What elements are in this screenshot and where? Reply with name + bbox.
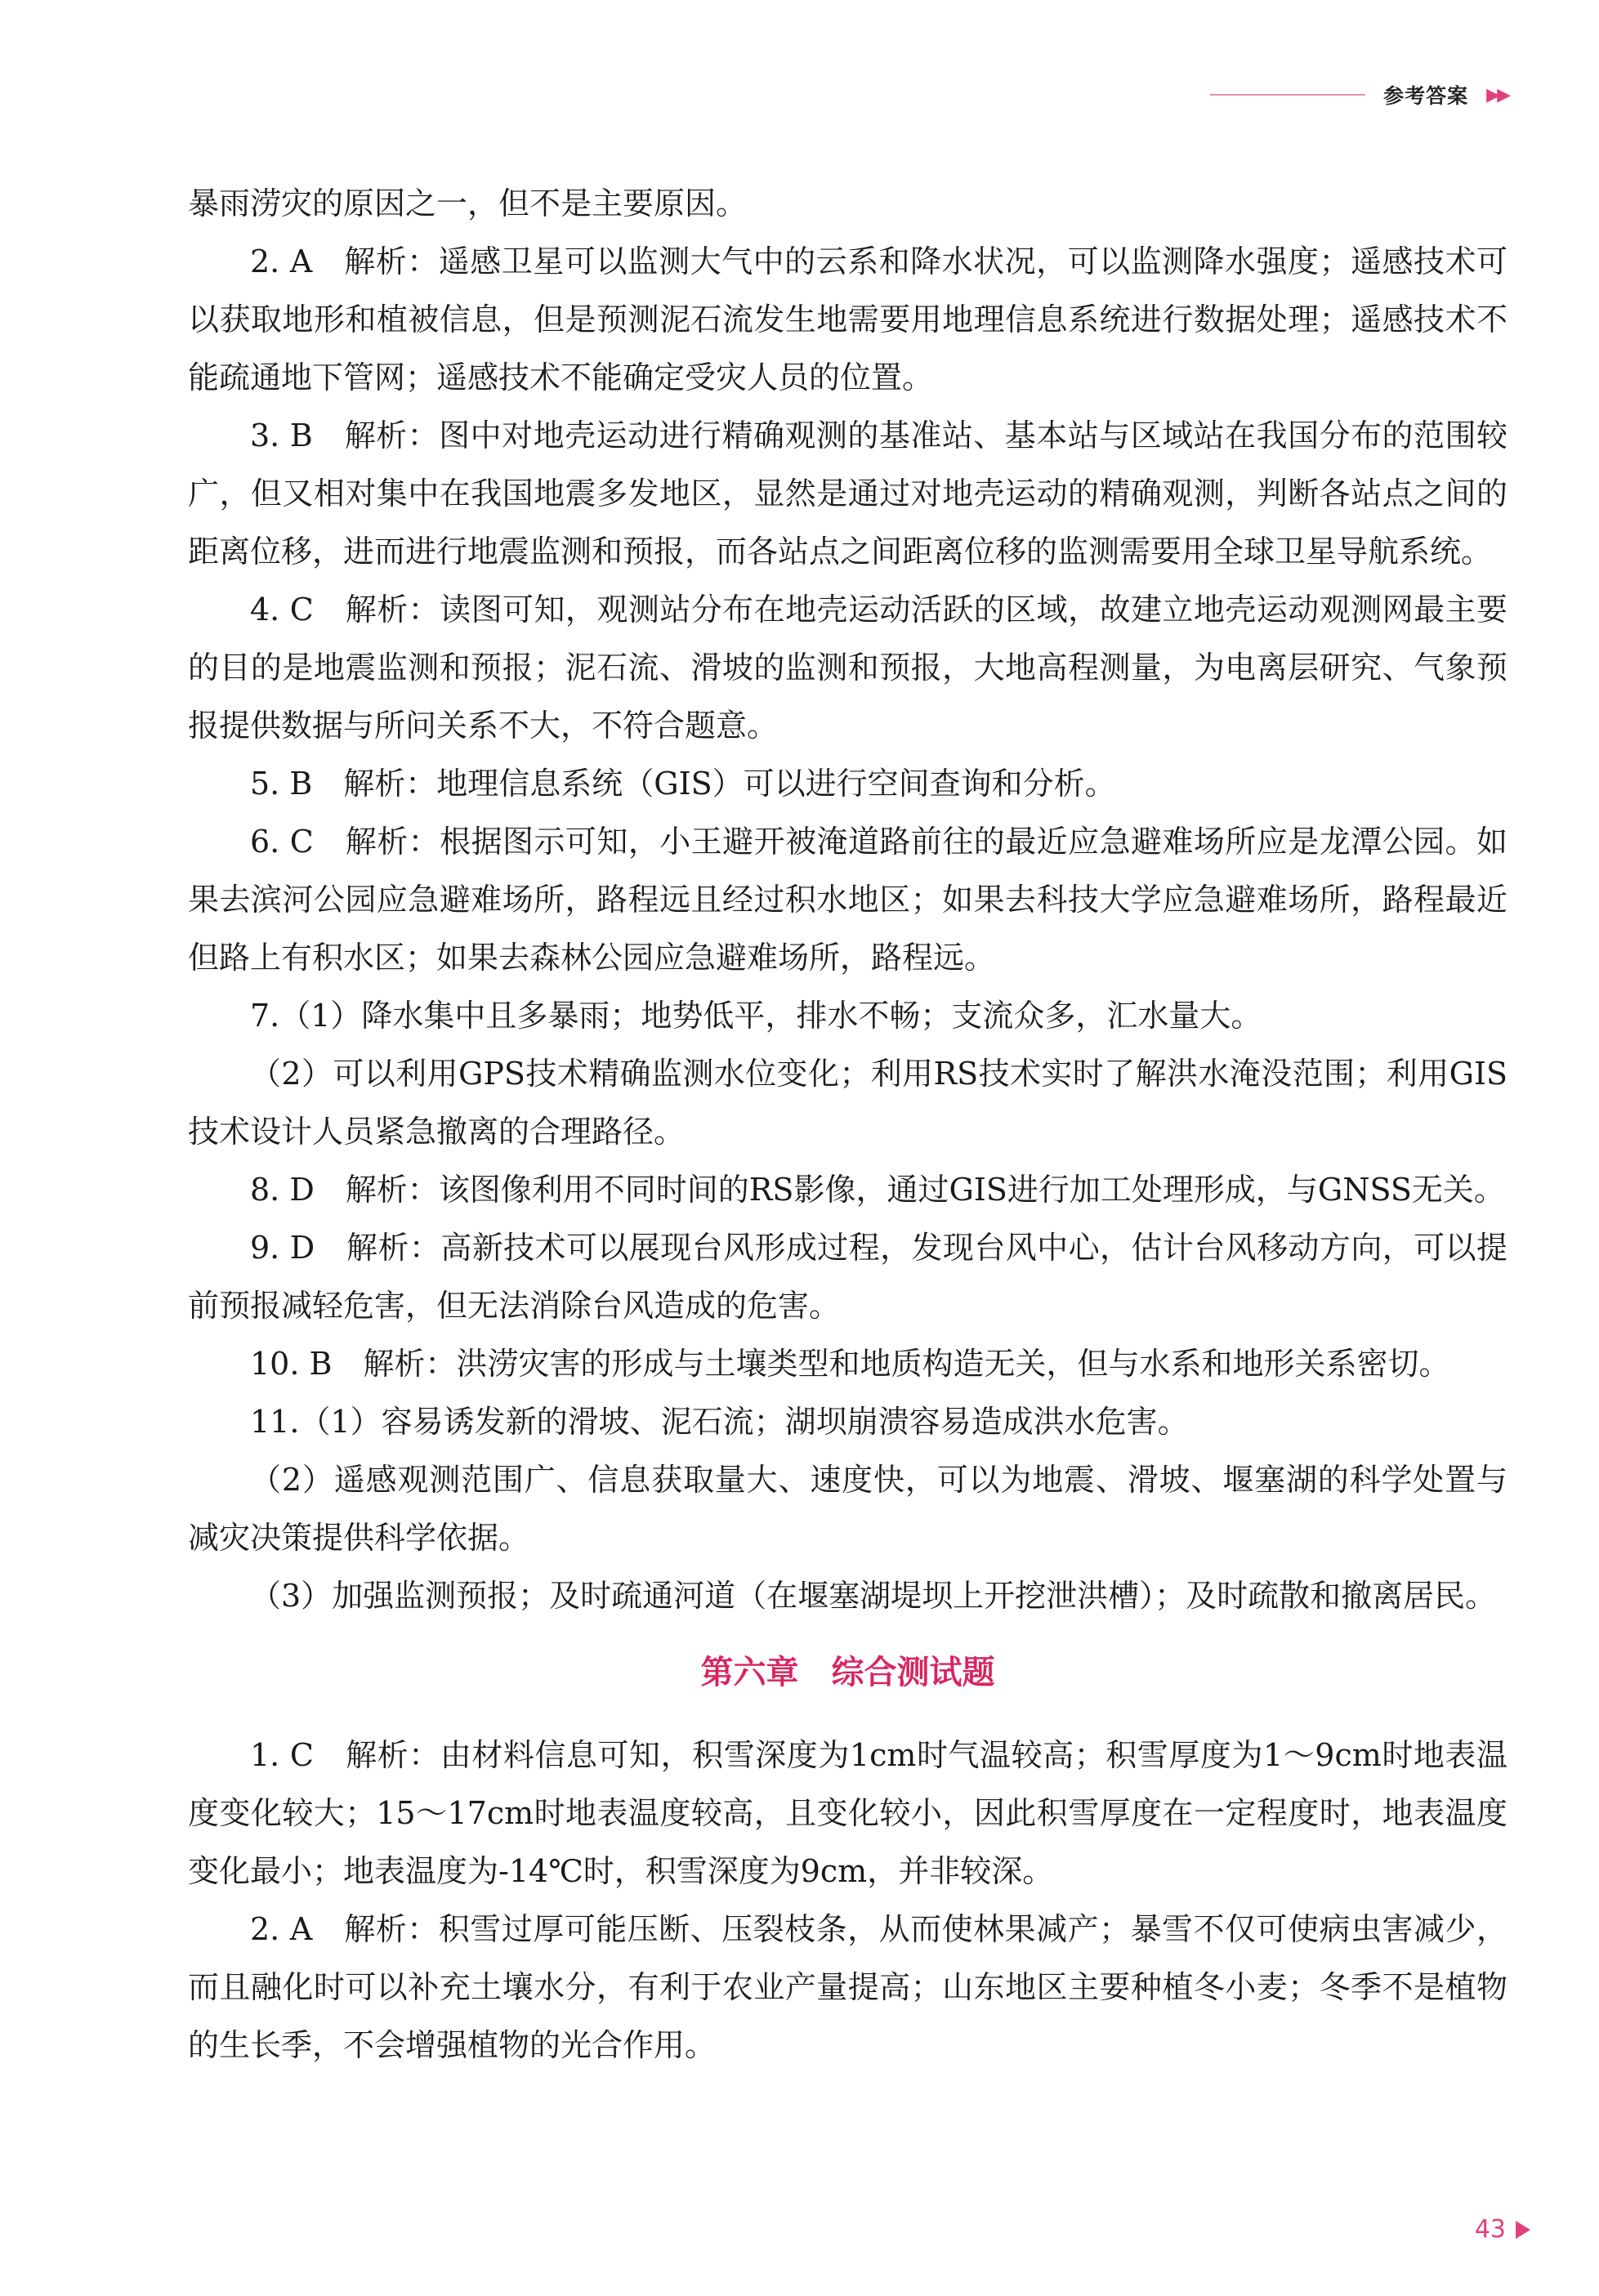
answer-paragraph: 2. A 解析：遥感卫星可以监测大气中的云系和降水状况，可以监测降水强度；遥感技术可以获取地形和植被信息，但是预测泥石流发生地需要用地理信息系统进行数据处理；遥感技术不能疏通地下管网；遥感技术不能确定受灾人员的位置。	[188, 243, 1507, 395]
answer-paragraph: （3）加强监测预报；及时疏通河道（在堰塞湖堤坝上开挖泄洪槽）；及时疏散和撤离居民。	[250, 1578, 1497, 1614]
answer-paragraph: 9. D 解析：高新技术可以展现台风形成过程，发现台风中心，估计台风移动方向，可以提前预报减轻危害，但无法消除台风造成的危害。	[188, 1230, 1507, 1324]
triangle-right-icon	[1516, 2221, 1530, 2239]
answer-paragraph: （2）可以利用GPS技术精确监测水位变化；利用RS技术实时了解洪水淹没范围；利用GIS技术设计人员紧急撤离的合理路径。	[188, 1056, 1507, 1150]
page-number: 43	[1474, 2215, 1506, 2244]
answer-paragraph: 1. C 解析：由材料信息可知，积雪深度为1cm时气温较高；积雪厚度为1～9cm时地表温度变化较大；15～17cm时地表温度较高，且变化较小，因此积雪厚度在一定程度时，地表温度变化最小；地表温度为-14℃时，积雪深度为9cm，并非较深。	[188, 1737, 1507, 1889]
double-arrow-icon: ▶▶	[1486, 84, 1507, 105]
answer-paragraph: （2）遥感观测范围广、信息获取量大、速度快，可以为地震、滑坡、堰塞湖的科学处置与减灾决策提供科学依据。	[188, 1462, 1507, 1556]
answer-content	[188, 175, 1507, 2075]
answer-paragraph: 3. B 解析：图中对地壳运动进行精确观测的基准站、基本站与区域站在我国分布的范围较广，但又相对集中在我国地震多发地区，显然是通过对地壳运动的精确观测，判断各站点之间的距离位移，进而进行地震监测和预报，而各站点之间距离位移的监测需要用全球卫星导航系统。	[188, 418, 1507, 570]
answer-paragraph: 暴雨涝灾的原因之一，但不是主要原因。	[188, 185, 748, 221]
answer-paragraph: 4. C 解析：读图可知，观测站分布在地壳运动活跃的区域，故建立地壳运动观测网最主要的目的是地震监测和预报；泥石流、滑坡的监测和预报，大地高程测量，为电离层研究、气象预报提供数据与所问关系不大，不符合题意。	[188, 592, 1507, 744]
section-label: 参考答案	[1383, 84, 1469, 108]
answer-paragraph: 6. C 解析：根据图示可知，小王避开被淹道路前往的最近应急避难场所应是龙潭公园。如果去滨河公园应急避难场所，路程远且经过积水地区；如果去科技大学应急避难场所，路程最近但路上有积水区；如果去森林公园应急避难场所，路程远。	[188, 824, 1507, 976]
header-rule	[1210, 94, 1365, 96]
page-header	[1210, 78, 1507, 111]
answer-paragraph: 2. A 解析：积雪过厚可能压断、压裂枝条，从而使林果减产；暴雪不仅可使病虫害减少，而且融化时可以补充土壤水分，有利于农业产量提高；山东地区主要种植冬小麦；冬季不是植物的生长季，不会增强植物的光合作用。	[188, 1911, 1507, 2063]
page-footer	[1475, 2215, 1530, 2244]
answer-paragraph: 7.（1）降水集中且多暴雨；地势低平，排水不畅；支流众多，汇水量大。	[250, 998, 1262, 1034]
answer-paragraph: 8. D 解析：该图像利用不同时间的RS影像，通过GIS进行加工处理形成，与GNSS无关。	[250, 1172, 1505, 1208]
answer-paragraph: 10. B 解析：洪涝灾害的形成与土壤类型和地质构造无关，但与水系和地形关系密切。	[250, 1346, 1450, 1382]
chapter-title: 第六章 综合测试题	[700, 1654, 995, 1691]
answer-paragraph: 11.（1）容易诱发新的滑坡、泥石流；湖坝崩溃容易造成洪水危害。	[250, 1404, 1189, 1440]
answer-paragraph: 5. B 解析：地理信息系统（GIS）可以进行空间查询和分析。	[250, 766, 1116, 802]
